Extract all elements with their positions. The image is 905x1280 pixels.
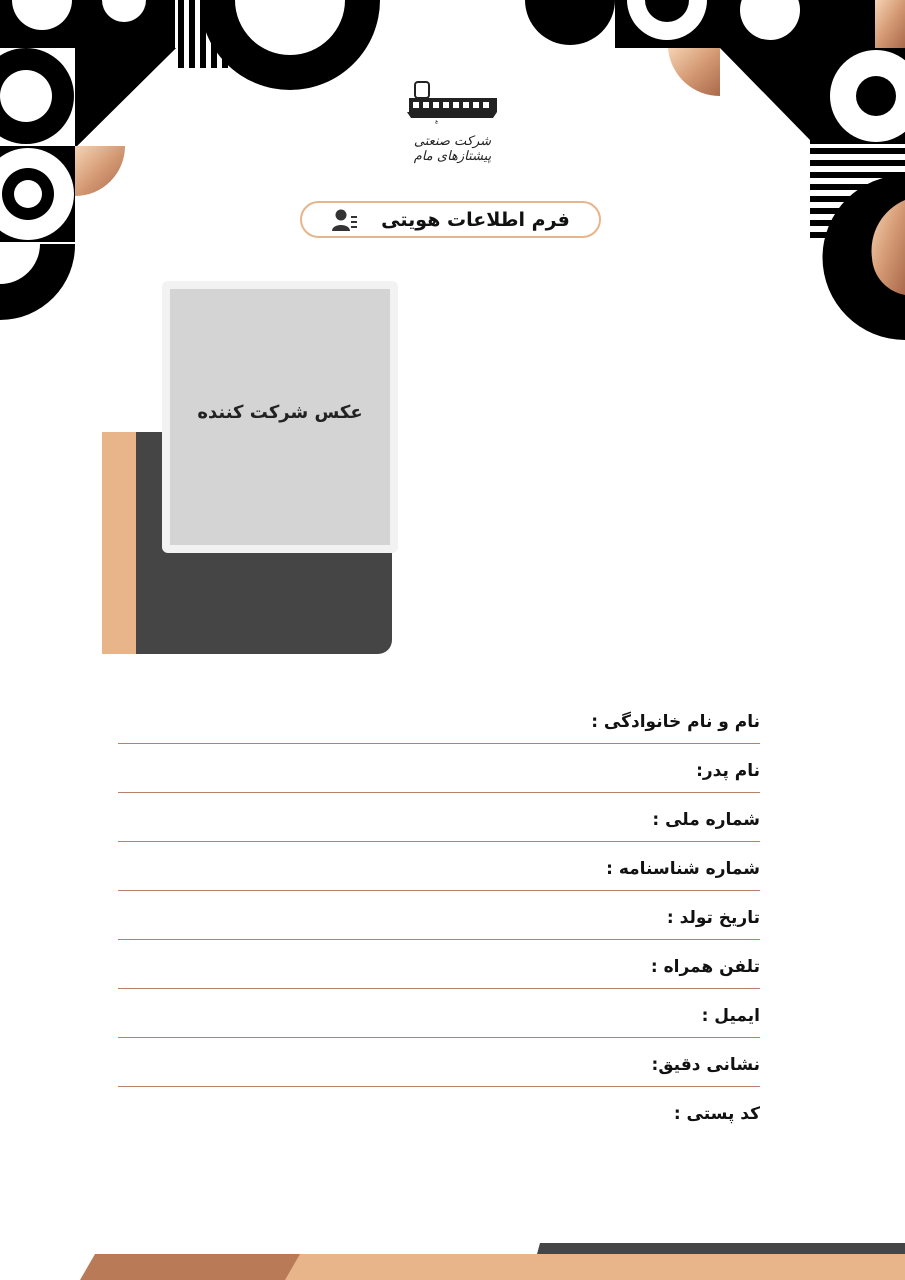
company-logo [385, 78, 520, 163]
company-name-script: شرکت صنعتی پیشتازهای مام [413, 134, 492, 164]
field-birth-date[interactable] [118, 900, 760, 940]
field-address[interactable] [118, 1047, 760, 1087]
top-right-pattern [525, 0, 905, 340]
top-left-pattern [0, 0, 380, 320]
field-label: تاریخ تولد : [666, 908, 760, 928]
form-title: فرم اطلاعات هویتی [381, 208, 570, 231]
company-logo-mark [385, 78, 520, 136]
field-father-name[interactable] [118, 753, 760, 793]
svg-text:ۚۚۚۚ [435, 119, 438, 123]
field-label: شماره شناسنامه : [606, 859, 760, 879]
field-mobile-phone[interactable] [118, 949, 760, 989]
field-full-name[interactable] [118, 704, 760, 744]
field-national-id[interactable] [118, 802, 760, 842]
field-email[interactable] [118, 998, 760, 1038]
field-label: تلفن همراه : [650, 957, 760, 977]
field-label: نشانی دقیق: [651, 1055, 760, 1075]
field-label: کد پستی : [673, 1104, 760, 1124]
field-birth-certificate-number[interactable] [118, 851, 760, 891]
form-title-pill [300, 201, 601, 238]
user-list-icon [331, 206, 359, 234]
bottom-bands [80, 1243, 905, 1280]
field-label: نام و نام خانوادگی : [591, 712, 760, 732]
field-label: ایمیل : [701, 1006, 760, 1026]
field-label: نام پدر: [696, 761, 760, 781]
participant-photo-placeholder: عکس شرکت کننده [170, 289, 390, 545]
participant-photo-frame[interactable] [162, 281, 398, 553]
field-label: شماره ملی : [652, 810, 760, 830]
field-postal-code[interactable] [118, 1096, 760, 1136]
